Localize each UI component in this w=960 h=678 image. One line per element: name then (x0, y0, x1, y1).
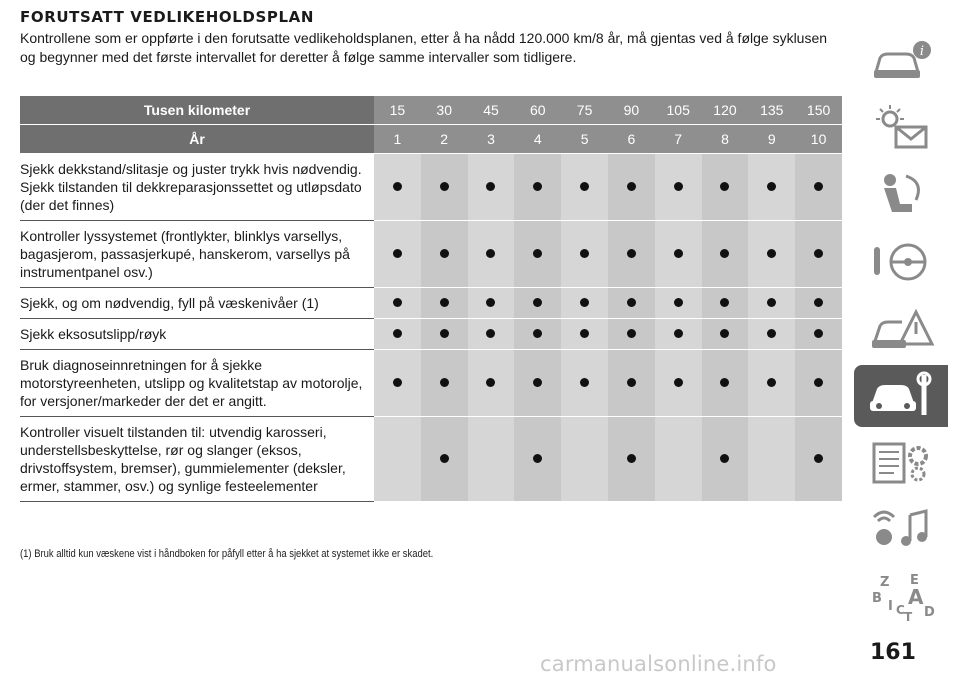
check-dot (486, 182, 495, 191)
tab-car-info[interactable] (854, 30, 948, 92)
table-row (20, 288, 842, 319)
check-dot (627, 454, 636, 463)
check-dot (580, 329, 589, 338)
check-dot (720, 454, 729, 463)
check-dot (627, 378, 636, 387)
maintenance-table (20, 96, 842, 502)
check-dot (486, 298, 495, 307)
year-header-cell: 7 (655, 125, 702, 154)
specs-gear-icon (866, 438, 936, 488)
check-dot (440, 329, 449, 338)
tab-index[interactable] (854, 566, 948, 628)
year-header-cell: 5 (561, 125, 608, 154)
intro-paragraph: Kontrollene som er oppførte i den forutsatte vedlikeholdsplanen, etter å ha nådd 120.000 km/8 år, må gjentas ved å følge syklusen og begynner med det første intervallet for deretter å følge samme intervaller som tidligere. (20, 30, 828, 65)
check-dot (767, 298, 776, 307)
interval-cell (702, 154, 749, 221)
multimedia-icon (866, 505, 936, 555)
interval-cell (561, 350, 608, 417)
check-dot (627, 329, 636, 338)
check-dot (440, 298, 449, 307)
task-description: Bruk diagnoseinnretningen for å sjekke motorstyreenheten, utslipp og kvalitetstap av motorolje, for versjoner/markeder der det er angitt. (20, 350, 374, 417)
interval-cell (514, 221, 561, 288)
year-header-cell: 1 (374, 125, 421, 154)
check-dot (393, 378, 402, 387)
interval-cell (374, 417, 421, 502)
svg-text:I: I (888, 599, 893, 614)
interval-cell (702, 417, 749, 502)
km-header-cell: 135 (748, 96, 795, 125)
year-header-cell: 4 (514, 125, 561, 154)
check-dot (720, 182, 729, 191)
interval-cell (608, 221, 655, 288)
km-header-cell: 150 (795, 96, 842, 125)
interval-cell (468, 154, 515, 221)
check-dot (814, 378, 823, 387)
interval-cell (748, 319, 795, 350)
tab-safety[interactable] (854, 164, 948, 226)
km-header-cell: 45 (468, 96, 515, 125)
check-dot (767, 249, 776, 258)
check-dot (720, 378, 729, 387)
check-dot (674, 298, 683, 307)
km-header-cell: 60 (514, 96, 561, 125)
year-header-row (20, 125, 842, 154)
interval-cell (748, 221, 795, 288)
interval-cell (655, 288, 702, 319)
car-wrench-icon (866, 371, 936, 421)
km-label: Tusen kilometer (20, 96, 374, 125)
table-row (20, 221, 842, 288)
interval-cell (468, 350, 515, 417)
interval-cell (561, 221, 608, 288)
interval-cell (468, 288, 515, 319)
interval-cell (795, 288, 842, 319)
svg-text:B: B (872, 591, 882, 606)
table-row (20, 154, 842, 221)
interval-cell (795, 350, 842, 417)
check-dot (720, 329, 729, 338)
tab-multimedia[interactable] (854, 499, 948, 561)
interval-cell (795, 417, 842, 502)
interval-cell (374, 288, 421, 319)
page-title: FORUTSATT VEDLIKEHOLDSPLAN (20, 8, 314, 26)
svg-text:T: T (904, 610, 913, 622)
check-dot (486, 378, 495, 387)
watermark: carmanualsonline.info (540, 652, 777, 676)
interval-cell (608, 319, 655, 350)
interval-cell (702, 319, 749, 350)
year-header-cell: 8 (702, 125, 749, 154)
task-description: Kontroller visuelt tilstanden til: utvendig karosseri, understellsbeskyttelse, rør og slanger (eksos, drivstoffsystem, bremser), gummielementer (deksler, ermer, stammer, osv.) og synlige festeelementer (20, 417, 374, 502)
check-dot (533, 182, 542, 191)
check-dot (393, 329, 402, 338)
interval-cell (702, 221, 749, 288)
check-dot (627, 298, 636, 307)
svg-text:Z: Z (880, 575, 890, 590)
year-header-cell: 3 (468, 125, 515, 154)
check-dot (767, 378, 776, 387)
check-dot (674, 329, 683, 338)
check-dot (393, 298, 402, 307)
interval-cell (748, 417, 795, 502)
tab-emergency[interactable] (854, 298, 948, 360)
check-dot (393, 182, 402, 191)
page-number: 161 (870, 640, 916, 665)
interval-cell (655, 350, 702, 417)
tab-specs[interactable] (854, 432, 948, 494)
check-dot (720, 298, 729, 307)
car-accident-icon (866, 304, 936, 354)
interval-cell (795, 221, 842, 288)
interval-cell (421, 350, 468, 417)
index-letters-icon (866, 572, 936, 622)
svg-text:i: i (919, 44, 925, 59)
section-sidebar (854, 30, 948, 633)
interval-cell (421, 319, 468, 350)
interval-cell (468, 221, 515, 288)
check-dot (533, 378, 542, 387)
interval-cell (561, 319, 608, 350)
check-dot (674, 378, 683, 387)
interval-cell (514, 417, 561, 502)
interval-cell (561, 417, 608, 502)
interval-cell (655, 221, 702, 288)
footnote: (1) Bruk alltid kun væskene vist i håndboken for påfyll etter å ha sjekket at systemet ikke er skadet. (20, 548, 434, 560)
check-dot (486, 329, 495, 338)
check-dot (767, 182, 776, 191)
check-dot (440, 378, 449, 387)
check-dot (814, 454, 823, 463)
check-dot (814, 298, 823, 307)
km-header-cell: 15 (374, 96, 421, 125)
check-dot (627, 182, 636, 191)
check-dot (533, 298, 542, 307)
interval-cell (374, 154, 421, 221)
check-dot (440, 182, 449, 191)
check-dot (627, 249, 636, 258)
task-rows (20, 154, 842, 502)
check-dot (440, 454, 449, 463)
interval-cell (795, 319, 842, 350)
interval-cell (421, 288, 468, 319)
task-description: Kontroller lyssystemet (frontlykter, blinklys varsellys, bagasjerom, passasjerkupé, hanskerom, varsellys på instrumentpanel osv.) (20, 221, 374, 288)
tab-maintenance[interactable] (854, 365, 948, 427)
svg-text:C: C (896, 603, 905, 617)
interval-cell (514, 350, 561, 417)
check-dot (814, 249, 823, 258)
check-dot (580, 182, 589, 191)
year-header-cell: 9 (748, 125, 795, 154)
year-header-cell: 6 (608, 125, 655, 154)
task-description: Sjekk, og om nødvendig, fyll på væskenivåer (1) (20, 288, 374, 319)
interval-cell (374, 221, 421, 288)
interval-cell (514, 154, 561, 221)
interval-cell (608, 154, 655, 221)
check-dot (814, 329, 823, 338)
interval-cell (421, 417, 468, 502)
steering-icon (866, 237, 936, 287)
table-row (20, 350, 842, 417)
interval-cell (468, 319, 515, 350)
check-dot (533, 249, 542, 258)
interval-cell (748, 350, 795, 417)
check-dot (580, 298, 589, 307)
interval-cell (748, 288, 795, 319)
year-header-cell: 2 (421, 125, 468, 154)
interval-cell (655, 154, 702, 221)
interval-cell (748, 154, 795, 221)
table-row (20, 417, 842, 502)
airbag-seat-icon (866, 170, 936, 220)
check-dot (533, 329, 542, 338)
check-dot (767, 329, 776, 338)
interval-cell (561, 154, 608, 221)
check-dot (720, 249, 729, 258)
check-dot (580, 249, 589, 258)
check-dot (533, 454, 542, 463)
interval-cell (468, 417, 515, 502)
check-dot (580, 378, 589, 387)
interval-cell (421, 154, 468, 221)
km-header-cell: 30 (421, 96, 468, 125)
check-dot (440, 249, 449, 258)
task-description: Sjekk eksosutslipp/røyk (20, 319, 374, 350)
interval-cell (374, 319, 421, 350)
interval-cell (608, 288, 655, 319)
interval-cell (561, 288, 608, 319)
interval-cell (514, 319, 561, 350)
interval-cell (608, 350, 655, 417)
km-header-cell: 120 (702, 96, 749, 125)
svg-text:D: D (924, 605, 935, 620)
interval-cell (655, 319, 702, 350)
check-dot (486, 249, 495, 258)
interval-cell (702, 350, 749, 417)
interval-cell (702, 288, 749, 319)
tab-driving[interactable] (854, 231, 948, 293)
check-dot (393, 249, 402, 258)
year-label: År (20, 125, 374, 154)
km-header-cell: 105 (655, 96, 702, 125)
km-header-row (20, 96, 842, 125)
tab-warning-lights[interactable] (854, 97, 948, 159)
car-info-icon (866, 36, 936, 86)
svg-text:E: E (910, 573, 919, 588)
warning-lights-icon (866, 103, 936, 153)
interval-cell (374, 350, 421, 417)
interval-cell (795, 154, 842, 221)
interval-cell (655, 417, 702, 502)
interval-cell (608, 417, 655, 502)
check-dot (674, 182, 683, 191)
interval-cell (514, 288, 561, 319)
check-dot (814, 182, 823, 191)
table-row (20, 319, 842, 350)
km-header-cell: 90 (608, 96, 655, 125)
svg-text:A: A (908, 585, 924, 609)
year-header-cell: 10 (795, 125, 842, 154)
task-description: Sjekk dekkstand/slitasje og juster trykk hvis nødvendig. Sjekk tilstanden til dekkreparasjonssettet og utløpsdato (der det finnes) (20, 154, 374, 221)
check-dot (674, 249, 683, 258)
km-header-cell: 75 (561, 96, 608, 125)
interval-cell (421, 221, 468, 288)
